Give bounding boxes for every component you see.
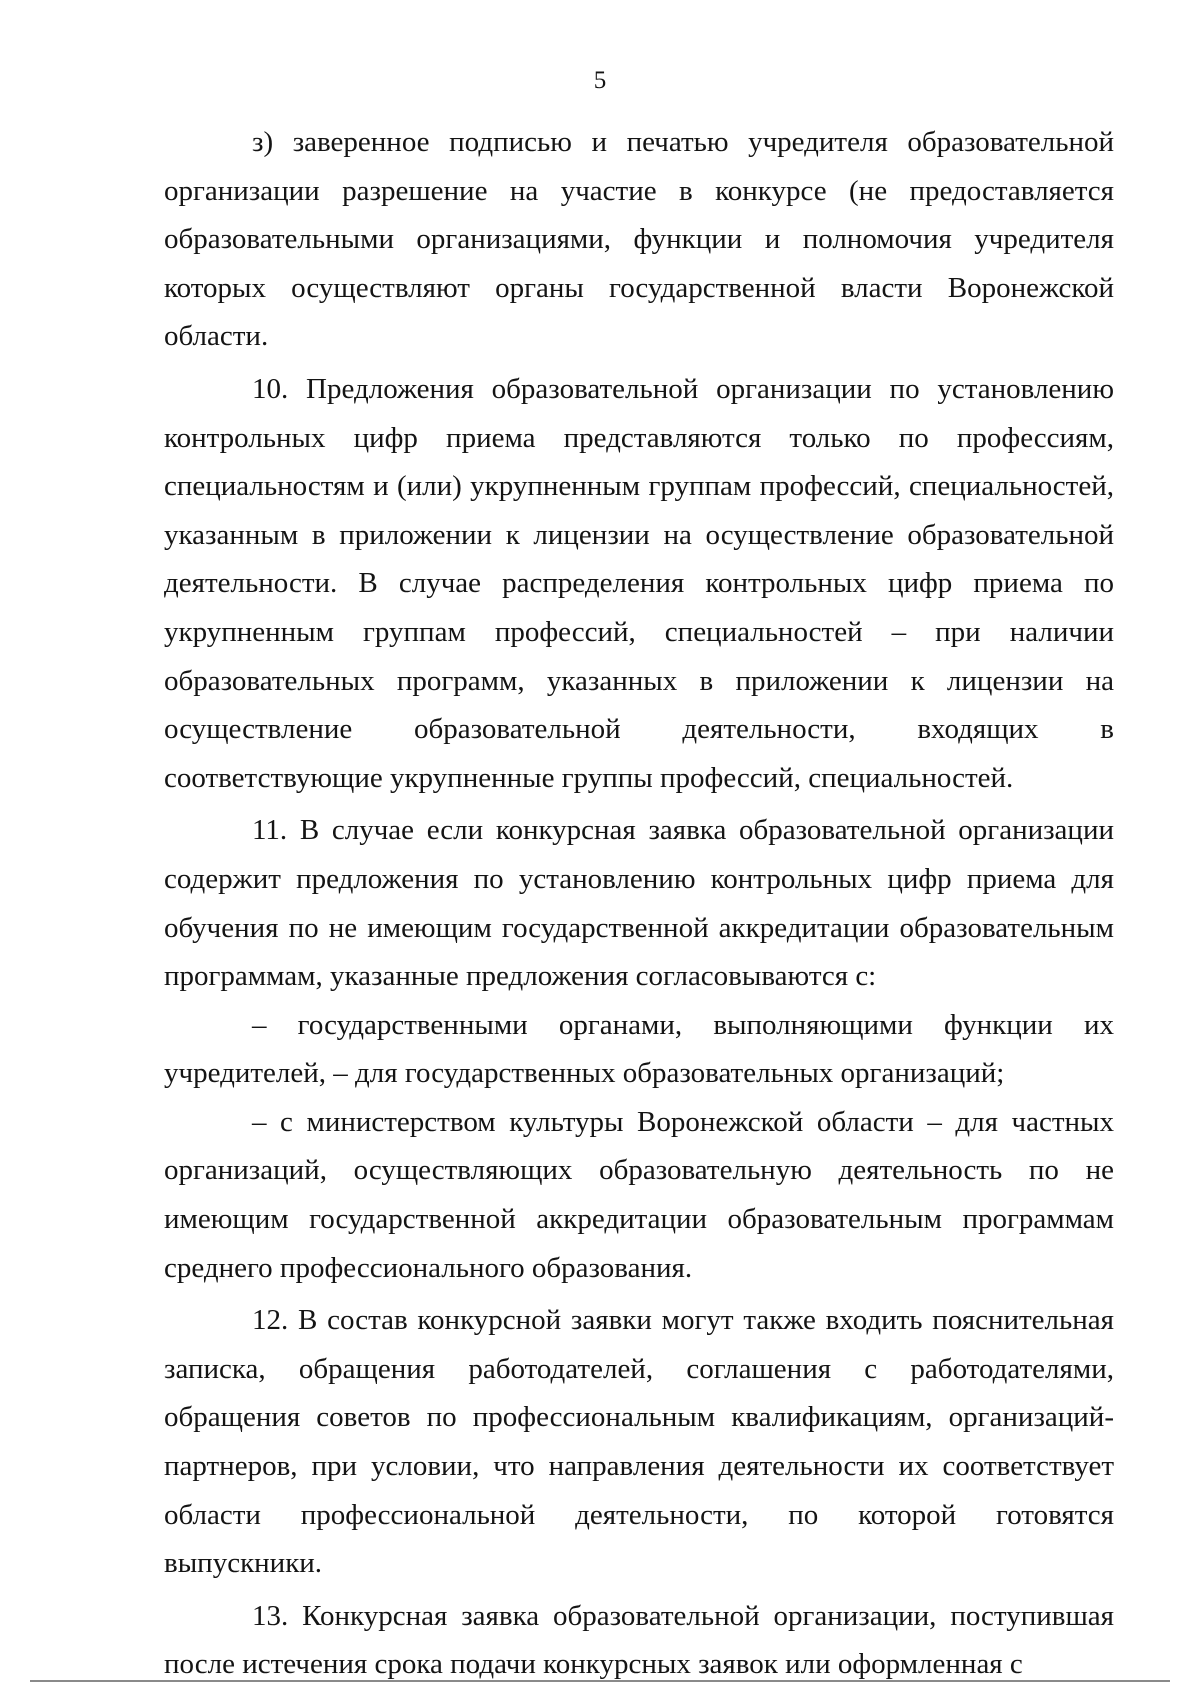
paragraph-10: 10. Предложения образовательной организации по установлению контрольных цифр приема представляются только по профессиям, специальностям и (или) укрупненным группам профессий, специальностей, указанным в приложении к лицензии на осуществление образовательной деятельности. В случае распределения контрольных цифр приема по укрупненным группам профессий, специальностей – при наличии образовательных программ, указанных в приложении к лицензии на осуществление образовательной деятельности, входящих в соответствующие укрупненные группы профессий, специальностей. (164, 372, 1114, 794)
paragraph-13: 13. Конкурсная заявка образовательной организации, поступившая после истечения срока подачи конкурсных заявок или оформленная с (164, 1599, 1114, 1681)
document-body (164, 118, 1114, 1689)
page-number: 5 (593, 67, 607, 94)
paragraph-12: 12. В состав конкурсной заявки могут также входить пояснительная записка, обращения работодателей, соглашения с работодателями, обращения советов по профессиональным квалификациям, организаций-партнеров, при условии, что направления деятельности их соответствует области профессиональной деятельности, по которой готовятся выпускники. (164, 1304, 1114, 1580)
paragraph-11: 11. В случае если конкурсная заявка образовательной организации содержит предложения по установлению контрольных цифр приема для обучения по не имеющим государственной аккредитации образовательным программам, указанные предложения согласовываются с: (164, 814, 1114, 993)
paragraph-11-list-item-1: – государственными органами, выполняющими функции их учредителей, – для государственных образовательных организаций; (164, 1008, 1114, 1090)
bottom-scan-rule (30, 1680, 1170, 1682)
paragraph-item-z: з) заверенное подписью и печатью учредителя образовательной организации разрешение на участие в конкурсе (не предоставляется образовательными организациями, функции и полномочия учредителя которых осуществляют органы государственной власти Воронежской области. (164, 126, 1114, 353)
paragraph-11-list-item-2: – с министерством культуры Воронежской области – для частных организаций, осуществляющих образовательную деятельность по не имеющим государственной аккредитации образовательным программам среднего профессионального образования. (164, 1105, 1114, 1284)
